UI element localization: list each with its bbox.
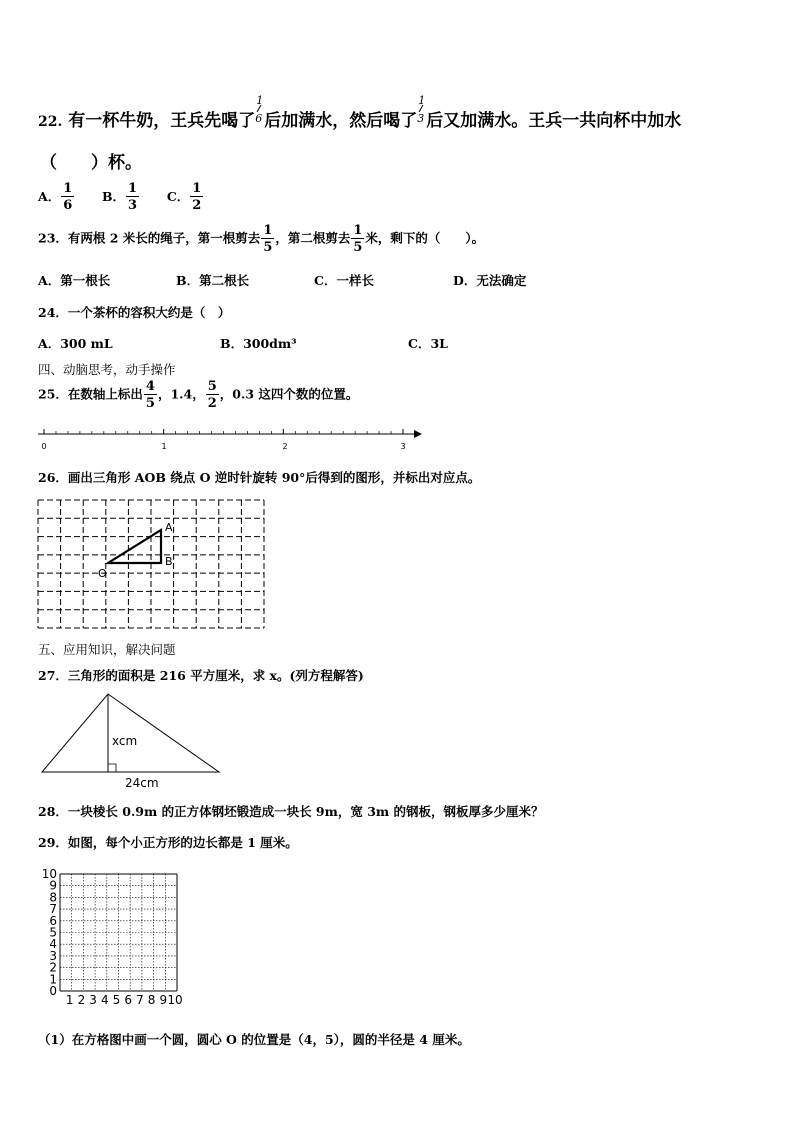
q24-option-b[interactable]: B．300dm³ xyxy=(220,336,297,351)
arrow-icon xyxy=(414,430,422,438)
question-23 xyxy=(38,224,484,254)
axis-label-0: 0 xyxy=(41,442,47,451)
q23-option-b[interactable]: B．第二根长 xyxy=(176,273,250,288)
x-axis-label: 7 xyxy=(136,993,144,1007)
x-axis-label: 9 xyxy=(159,993,168,1007)
triangle-diagram xyxy=(38,690,224,790)
x-axis-label: 1 xyxy=(65,993,74,1007)
question-text: 有一杯牛奶，王兵先喝了 xyxy=(68,111,256,131)
x-axis-label: 4 xyxy=(100,993,109,1007)
label-a: A xyxy=(165,521,173,534)
y-axis-labels xyxy=(42,867,57,998)
question-27: 27．三角形的面积是 216 平方厘米，求 x。(列方程解答) xyxy=(38,668,364,683)
triangle-aob xyxy=(108,530,161,563)
y-axis-label: 6 xyxy=(49,913,57,928)
axis-label-1: 1 xyxy=(161,442,167,451)
question-22-line2: （ ）杯。 xyxy=(40,153,142,173)
fraction: $\frac{1}{5}$ xyxy=(263,223,273,255)
section-heading-5: 五、应用知识，解决问题 xyxy=(38,642,176,657)
question-25: 25．在数轴上标出 $\frac{4}{5}$ ，1.4， $\frac{5}{2}$ ，0.3 这四个数的位置。 xyxy=(38,379,359,411)
question-text: 后又加满水。王兵一共向杯中加水 xyxy=(426,111,682,131)
q23-option-a[interactable]: A．第一根长 xyxy=(38,273,111,288)
question-26: 26．画出三角形 AOB 绕点 O 逆时针旋转 90°后得到的图形，并标出对应点。 xyxy=(38,470,481,485)
question-number: 22. xyxy=(38,114,63,130)
y-axis-label: 4 xyxy=(49,937,57,952)
q24-option-c[interactable]: C．3L xyxy=(408,336,448,351)
fraction: $\frac{5}{2}$ xyxy=(207,379,217,411)
q24-option-a[interactable]: A．300 mL xyxy=(38,336,113,351)
question-text: 后加满水，然后喝了 xyxy=(264,111,418,131)
question-text: ，第二根剪去 xyxy=(275,230,351,246)
x-axis-label: 2 xyxy=(77,993,86,1007)
section-heading-4: 四、动脑思考，动手操作 xyxy=(38,362,176,377)
fraction-slanted: 1 6 xyxy=(255,94,264,125)
question-text: 有两根 2 米长的绳子，第一根剪去 xyxy=(67,230,261,246)
question-text: 米，剩下的（ ）。 xyxy=(365,230,485,246)
y-axis-label: 1 xyxy=(49,972,57,987)
question-22 xyxy=(38,94,682,131)
rotation-grid[interactable] xyxy=(36,498,270,632)
y-axis-label: 3 xyxy=(49,948,57,963)
fraction: $\frac{4}{5}$ xyxy=(145,379,155,411)
q23-option-c[interactable]: C．一样长 xyxy=(314,273,374,288)
option-c[interactable]: C． $\frac{1}{2}$ xyxy=(166,181,202,213)
y-axis-label: 2 xyxy=(49,960,57,975)
fraction-slanted: 1 3 xyxy=(417,94,426,125)
label-o: O xyxy=(98,567,107,580)
option-b[interactable]: B． $\frac{1}{3}$ xyxy=(101,181,138,213)
base-label: 24cm xyxy=(125,776,159,790)
y-axis-label: 5 xyxy=(49,925,57,940)
dotted-grid xyxy=(60,874,177,991)
y-axis-label: 9 xyxy=(49,878,57,893)
option-a[interactable]: A． $\frac{1}{6}$ xyxy=(38,181,73,213)
x-axis-labels xyxy=(66,993,183,1007)
axis-label-3: 3 xyxy=(400,442,406,451)
x-axis-label: 3 xyxy=(89,993,97,1007)
y-axis-label: 10 xyxy=(41,867,57,881)
q23-option-d[interactable]: D．无法确定 xyxy=(453,273,527,288)
y-axis-label: 7 xyxy=(49,902,57,917)
question-28: 28．一块棱长 0.9m 的正方体钢坯锻造成一块长 9m，宽 3m 的钢板，钢板厚多少厘米？ xyxy=(38,804,544,819)
number-line-ticks xyxy=(44,429,403,434)
question-number: 23． xyxy=(38,230,68,246)
y-axis-label: 0 xyxy=(49,984,57,998)
question-29-part-1: （1）在方格图中画一个圆，圆心 O 的位置是（4，5），圆的半径是 4 厘米。 xyxy=(38,1032,470,1047)
right-angle-mark xyxy=(108,764,116,772)
question-24: 24．一个茶杯的容积大约是（ ） xyxy=(38,305,231,320)
axis-label-2: 2 xyxy=(282,442,288,451)
y-axis-label: 8 xyxy=(49,890,57,905)
number-line[interactable] xyxy=(34,425,424,455)
x-axis-label: 8 xyxy=(147,993,156,1007)
q22-options xyxy=(38,182,204,212)
label-b: B xyxy=(165,555,173,568)
x-axis-label: 5 xyxy=(112,993,121,1007)
x-axis-label: 6 xyxy=(124,993,133,1007)
height-label: xcm xyxy=(112,734,138,748)
coordinate-grid[interactable] xyxy=(36,866,192,1012)
x-axis-label: 10 xyxy=(167,993,183,1007)
question-29: 29．如图，每个小正方形的边长都是 1 厘米。 xyxy=(38,835,298,850)
fraction: $\frac{1}{5}$ xyxy=(353,223,363,255)
